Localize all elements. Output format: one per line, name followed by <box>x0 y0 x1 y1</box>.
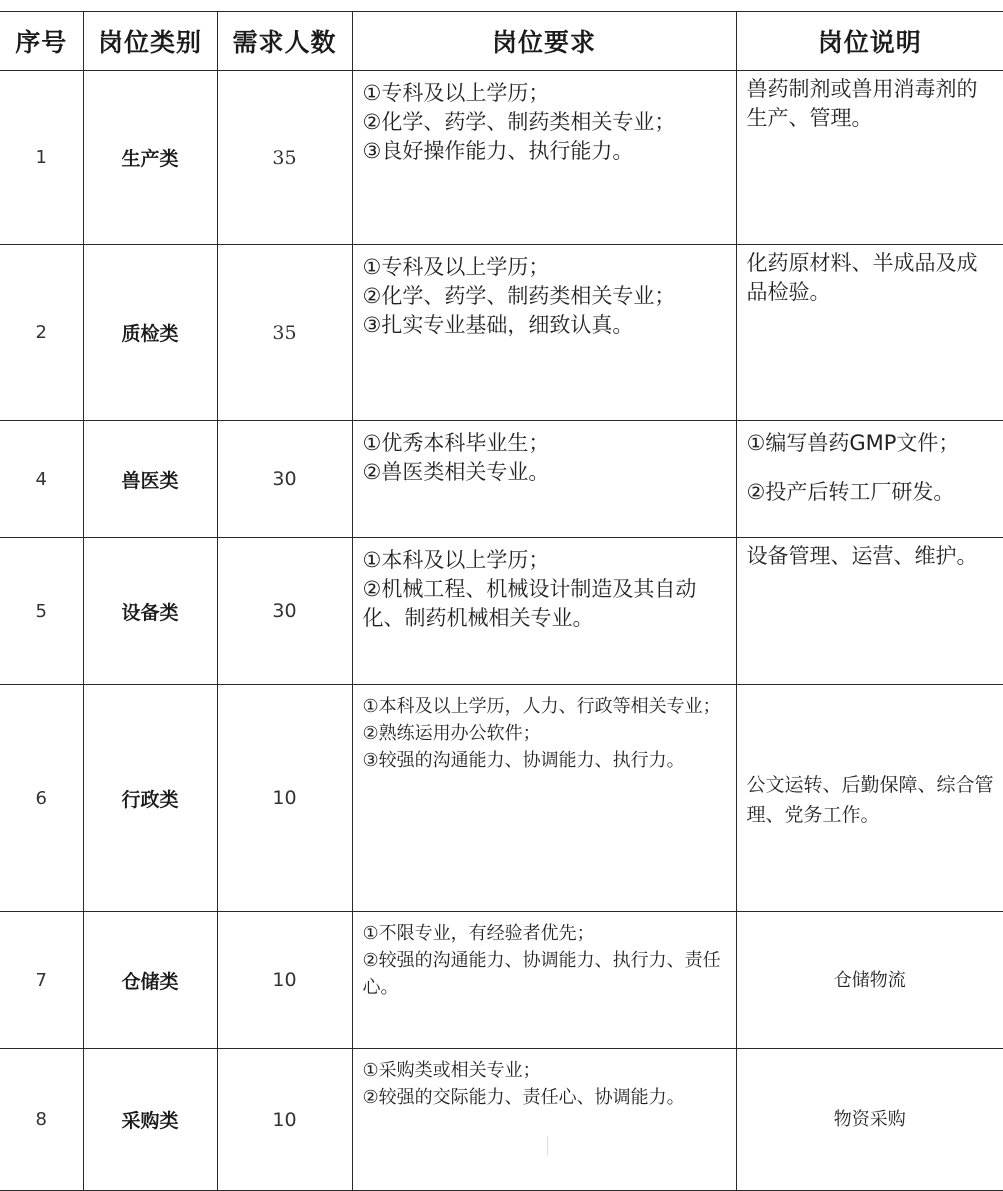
table-header-row <box>0 12 1003 71</box>
row-category: 仓储类 <box>83 912 217 1049</box>
header-category: 岗位类别 <box>83 12 217 71</box>
requirement-item: ①本科及以上学历，人力、行政等相关专业； <box>362 696 721 717</box>
table-row <box>0 912 1003 1049</box>
requirement-item: ①本科及以上学历； <box>362 548 550 572</box>
row-number: 4 <box>0 421 83 538</box>
row-category: 生产类 <box>83 71 217 245</box>
row-requirements <box>352 421 736 538</box>
row-count: 10 <box>217 1049 352 1191</box>
description-item: ①编写兽药GMP文件； <box>746 431 960 455</box>
requirement-item: ②熟练运用办公软件； <box>362 723 541 744</box>
requirement-item: ①专科及以上学历； <box>362 81 550 105</box>
row-count: 10 <box>217 685 352 912</box>
row-requirements <box>352 245 736 421</box>
table-row <box>0 245 1003 421</box>
row-description: 仓储物流 <box>736 912 1003 1049</box>
row-requirements <box>352 912 736 1049</box>
row-number: 2 <box>0 245 83 421</box>
table-row <box>0 685 1003 912</box>
row-requirements <box>352 685 736 912</box>
row-number: 1 <box>0 71 83 245</box>
row-description: 物资采购 <box>736 1049 1003 1191</box>
row-number: 7 <box>0 912 83 1049</box>
row-count: 35 <box>217 71 352 245</box>
recruitment-table <box>0 11 1003 1191</box>
requirement-item: ②较强的沟通能力、协调能力、执行力、责任心。 <box>362 950 721 998</box>
row-requirements <box>352 538 736 685</box>
header-count: 需求人数 <box>217 12 352 71</box>
row-requirements <box>352 71 736 245</box>
table-row <box>0 1049 1003 1191</box>
row-description: 兽药制剂或兽用消毒剂的生产、管理。 <box>736 71 1003 245</box>
requirement-item: ②兽医类相关专业。 <box>362 460 550 484</box>
row-count: 30 <box>217 538 352 685</box>
requirement-item: ①采购类或相关专业； <box>362 1060 541 1081</box>
row-number: 5 <box>0 538 83 685</box>
requirement-item: ②较强的交际能力、责任心、协调能力。 <box>362 1087 685 1108</box>
requirement-item: ①优秀本科毕业生； <box>362 431 550 455</box>
row-description: 设备管理、运营、维护。 <box>736 538 1003 685</box>
requirement-item: ③良好操作能力、执行能力。 <box>362 139 634 163</box>
requirement-item: ②机械工程、机械设计制造及其自动化、制药机械相关专业。 <box>362 577 697 630</box>
row-category: 兽医类 <box>83 421 217 538</box>
header-description: 岗位说明 <box>736 12 1003 71</box>
requirement-item: ②化学、药学、制药类相关专业； <box>362 284 676 308</box>
row-category: 行政类 <box>83 685 217 912</box>
row-category: 设备类 <box>83 538 217 685</box>
table-row <box>0 71 1003 245</box>
requirement-item: ①专科及以上学历； <box>362 255 550 279</box>
row-description: 化药原材料、半成品及成品检验。 <box>736 245 1003 421</box>
requirement-item: ②化学、药学、制药类相关专业； <box>362 110 676 134</box>
row-number: 8 <box>0 1049 83 1191</box>
row-requirements <box>352 1049 736 1191</box>
table-row <box>0 421 1003 538</box>
row-count: 35 <box>217 245 352 421</box>
header-number: 序号 <box>0 12 83 71</box>
requirement-item: ③扎实专业基础，细致认真。 <box>362 313 634 337</box>
header-requirements: 岗位要求 <box>352 12 736 71</box>
table-row <box>0 538 1003 685</box>
row-description: 公文运转、后勤保障、综合管理、党务工作。 <box>736 685 1003 912</box>
row-description <box>736 421 1003 538</box>
row-count: 30 <box>217 421 352 538</box>
description-item: ②投产后转工厂研发。 <box>746 480 955 504</box>
row-number: 6 <box>0 685 83 912</box>
row-category: 质检类 <box>83 245 217 421</box>
requirement-item: ③较强的沟通能力、协调能力、执行力。 <box>362 750 685 771</box>
requirement-item: ①不限专业，有经验者优先； <box>362 923 595 944</box>
row-count: 10 <box>217 912 352 1049</box>
row-category: 采购类 <box>83 1049 217 1191</box>
page-divider <box>547 1136 548 1155</box>
